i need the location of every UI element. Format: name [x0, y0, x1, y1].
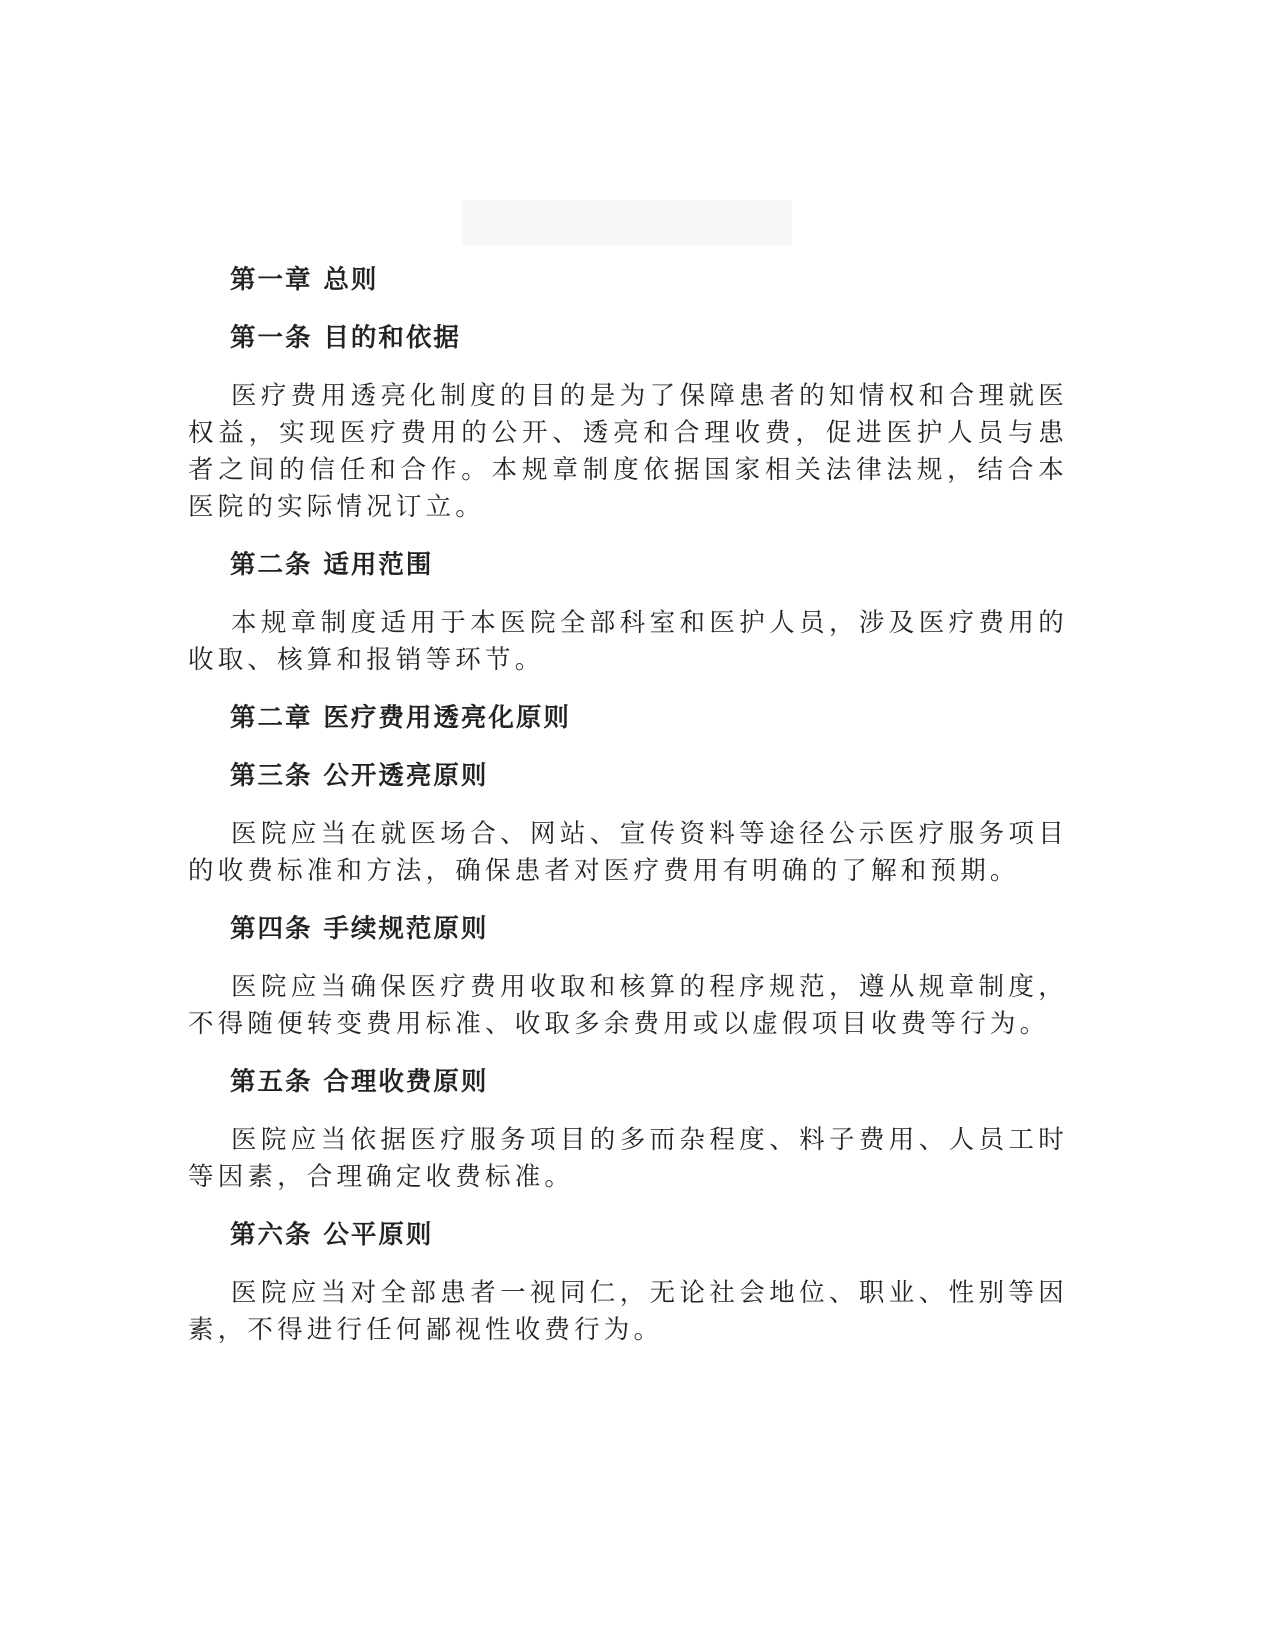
document-body [188, 262, 1068, 1370]
article-6-heading: 第六条 公平原则 [230, 1220, 434, 1250]
article-5-heading: 第五条 合理收费原则 [230, 1067, 489, 1097]
chapter-2-heading: 第二章 医疗费用透亮化原则 [230, 703, 571, 733]
article-3-body: 医院应当在就医场合、网站、宣传资料等途径公示医疗服务项目的收费标准和方法，确保患者对医疗费用有明确的了解和预期。 [188, 819, 1068, 886]
article-1-body: 医疗费用透亮化制度的目的是为了保障患者的知情权和合理就医权益，实现医疗费用的公开、透亮和合理收费，促进医护人员与患者之间的信任和合作。本规章制度依据国家相关法律法规，结合本医院的实际情况订立。 [188, 381, 1068, 522]
chapter-1-heading: 第一章 总则 [230, 265, 379, 295]
article-4-body: 医院应当确保医疗费用收取和核算的程序规范，遵从规章制度，不得随便转变费用标准、收取多余费用或以虚假项目收费等行为。 [188, 972, 1068, 1039]
article-1-heading: 第一条 目的和依据 [230, 323, 461, 353]
article-4-heading: 第四条 手续规范原则 [230, 914, 489, 944]
article-6-body: 医院应当对全部患者一视同仁，无论社会地位、职业、性别等因素，不得进行任何鄙视性收费行为。 [188, 1278, 1068, 1345]
article-2-heading: 第二条 适用范围 [230, 550, 434, 580]
article-2-body: 本规章制度适用于本医院全部科室和医护人员，涉及医疗费用的收取、核算和报销等环节。 [188, 608, 1068, 675]
article-3-heading: 第三条 公开透亮原则 [230, 761, 489, 791]
faded-title-area [462, 200, 792, 246]
article-5-body: 医院应当依据医疗服务项目的多而杂程度、料子费用、人员工时等因素，合理确定收费标准。 [188, 1125, 1068, 1192]
